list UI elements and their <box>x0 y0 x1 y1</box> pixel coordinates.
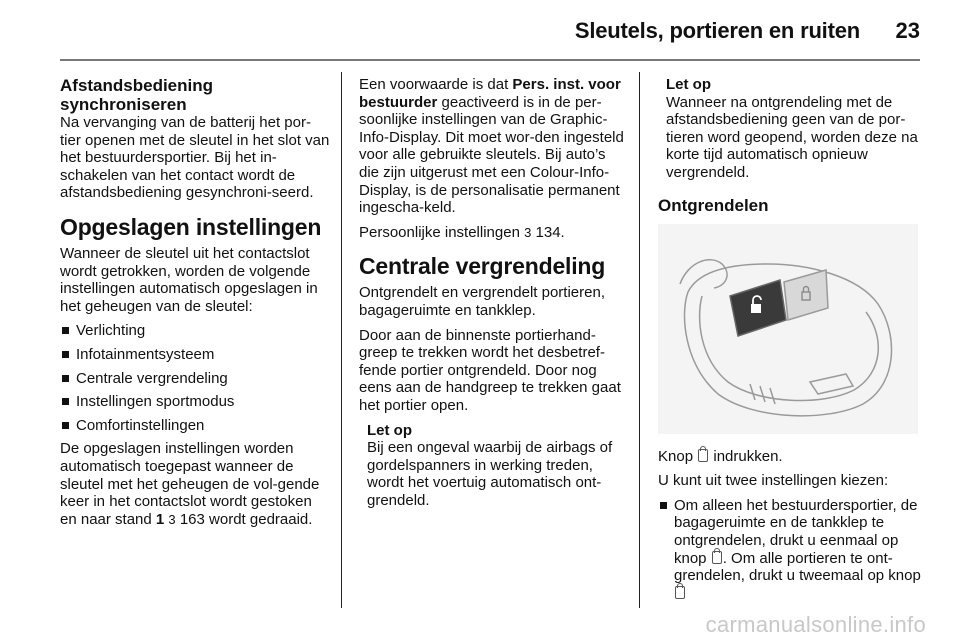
list-item: Centrale vergrendeling <box>60 370 330 388</box>
note-title: Let op <box>367 421 412 439</box>
condition-start: Een voorwaarde is dat <box>359 76 513 93</box>
central-text-1: Ontgrendelt en vergrendelt portieren, bagageruimte en tankklep. <box>359 284 605 319</box>
stored-intro: Wanneer de sleutel uit het contactslot wordt getrokken, worden de volgende instellingen automatisch opgeslagen in het geheugen van de sleutel: <box>60 244 318 315</box>
lock-button-shape <box>784 270 828 320</box>
column-1 <box>60 76 330 535</box>
list-item: Instellingen sportmodus <box>60 393 330 411</box>
press-button-text <box>658 448 922 466</box>
sync-text: Na vervanging van de batterij het por-tier openen met de sleutel in het slot van het bestuurdersportier. Bij het in-schakelen van het contact wordt de afstandsbediening gesynchroni-seerd. <box>60 114 330 202</box>
header-rule <box>60 59 920 61</box>
note-box <box>666 76 922 182</box>
press-text-start: Knop <box>658 447 698 465</box>
key-fob-drawing <box>658 224 918 434</box>
note-box <box>367 422 625 510</box>
ignition-position: 1 <box>155 510 165 528</box>
choose-text: U kunt uit twee instellingen kiezen: <box>658 472 889 490</box>
personal-settings-ref <box>359 224 625 242</box>
condition-text <box>359 76 625 217</box>
unlock-icon <box>712 551 722 564</box>
column-2 <box>359 76 625 509</box>
condition-setting: Pers. inst. voor bestuurder <box>359 76 621 111</box>
list-item <box>658 497 922 603</box>
page-ref-icon: 3 <box>168 511 176 527</box>
central-locking-heading: Centrale vergrendeling <box>359 253 606 280</box>
option-text-a: Om alleen het bestuurdersportier, de bagageruimte en de tankklep te ontgrendelen, drukt u eenmaal op knop <box>674 496 918 567</box>
unlock-icon <box>698 449 708 462</box>
list-item: Verlichting <box>60 322 330 340</box>
note-title: Let op <box>666 76 711 93</box>
sync-heading: Afstandsbediening synchroniseren <box>60 76 214 114</box>
column-3 <box>658 76 922 608</box>
unlock-options-list <box>658 497 922 603</box>
central-text-2: Door aan de binnenste portierhand-greep te trekken wordt het desbetref-fende portier ontgrendeld. Door nog eens aan de handgreep te trekken gaat het portier open. <box>359 326 621 414</box>
note-text: Bij een ongeval waarbij de airbags of gordelspanners in werking treden, wordt het voertuig automatisch ont-grendeld. <box>367 439 613 509</box>
list-item: Comfortinstellingen <box>60 417 330 435</box>
press-text-end: indrukken. <box>709 447 783 465</box>
key-fob-illustration <box>658 224 918 434</box>
header-title: Sleutels, portieren en ruiten <box>574 18 860 43</box>
stored-settings-heading: Opgeslagen instellingen <box>60 213 322 240</box>
stored-outro-text: De opgeslagen instellingen worden automatisch toegepast wanneer de sleutel met het geheugen de vol-gende keer in het contactslot wordt gestoken en naar stand <box>60 440 320 528</box>
list-item: Infotainmentsysteem <box>60 346 330 364</box>
stored-outro-end: wordt gedraaid. <box>209 510 313 528</box>
column-divider-1 <box>341 72 342 608</box>
footer-watermark: carmanualsonline.info <box>705 612 926 637</box>
page-number: 23 <box>895 18 920 43</box>
option-text-b: . Om alle portieren te ont-grendelen, drukt u tweemaal op knop <box>674 549 921 585</box>
note-text: Wanneer na ontgrendeling met de afstandsbediening geen van de por-tieren word geopend, worden deze na korte tijd automatisch opnieuw vergrendeld. <box>666 93 918 181</box>
condition-rest: geactiveerd is in de per-soonlijke instellingen van de Graphic-Info-Display. Dit moet wor-den ingesteld voor alle gebruikte sleutels. Bij auto’s die zijn uitgerust met een Colour-Info-Display, is de personalisatie permanent ingescha-keld. <box>359 93 624 217</box>
page-ref-icon: 3 <box>524 224 532 240</box>
personal-settings-label: Persoonlijke instellingen <box>359 223 520 241</box>
column-divider-2 <box>639 72 640 608</box>
stored-outro <box>60 440 330 528</box>
page-ref[interactable]: 163 <box>179 510 205 528</box>
stored-settings-list <box>60 322 330 434</box>
page-ref[interactable]: 134. <box>535 223 565 241</box>
unlock-heading: Ontgrendelen <box>658 195 769 215</box>
unlock-icon <box>675 586 685 599</box>
